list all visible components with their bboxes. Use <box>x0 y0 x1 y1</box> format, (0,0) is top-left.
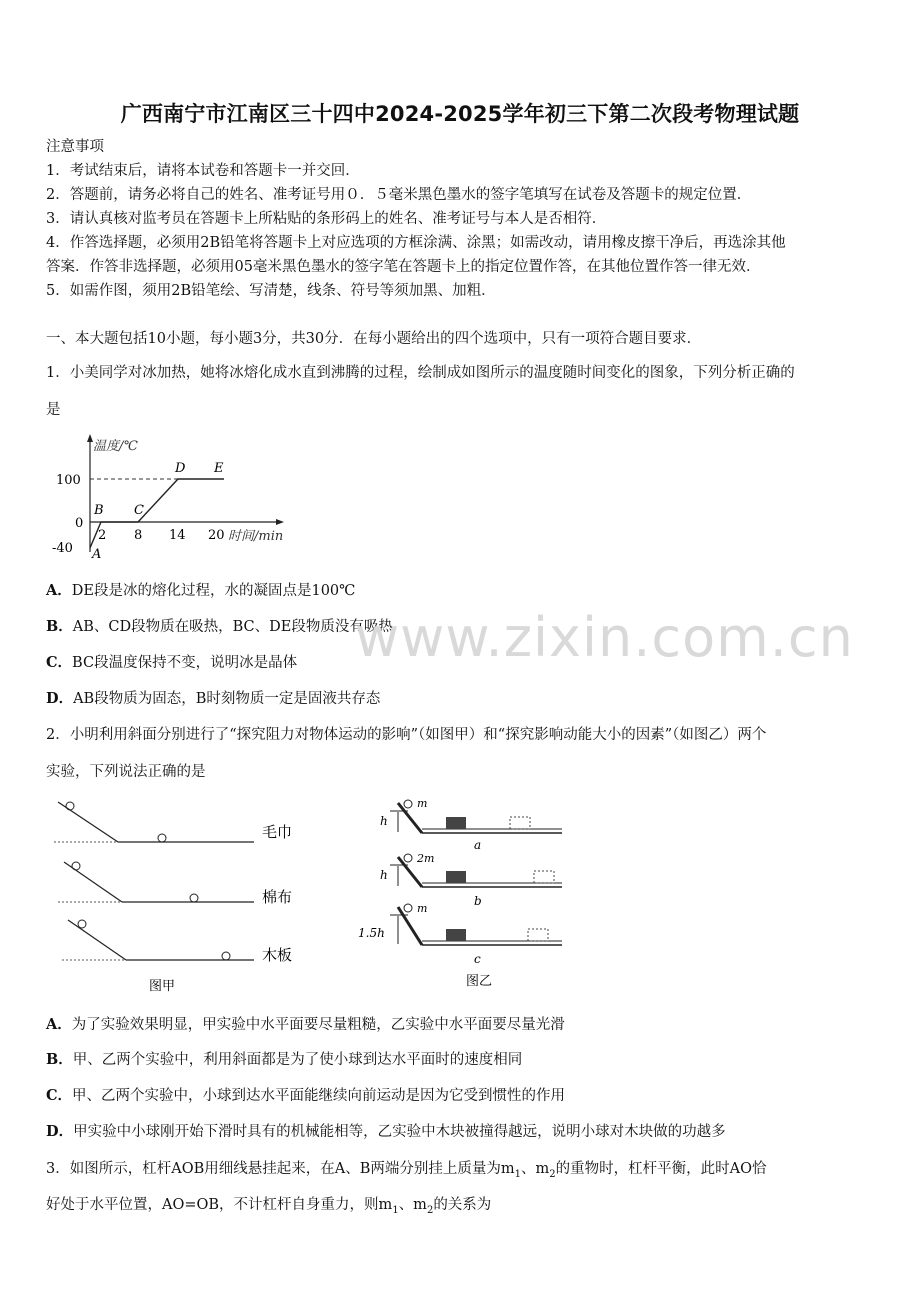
section-heading: 一、本大题包括10小题，每小题3分，共30分．在每小题给出的四个选项中，只有一项符合题目要求． <box>46 331 702 347</box>
temperature-time-graph <box>48 430 318 560</box>
question-1-stem-cont: 是 <box>46 402 61 418</box>
temperature-curve <box>90 479 224 548</box>
note-item: 3．请认真核对监考员在答题卡上所粘贴的条形码上的姓名、准考证号与本人是否相符． <box>46 211 607 227</box>
note-item: 5．如需作图，须用2B铅笔绘、写清楚，线条、符号等须加黑、加粗． <box>46 283 496 299</box>
point-E: E <box>214 461 224 476</box>
svg-text:b: b <box>474 894 482 908</box>
surface-cotton: 棉布 <box>262 888 293 906</box>
point-D: D <box>175 461 186 476</box>
note-item: 2．答题前，请务必将自己的姓名、准考证号用０．５毫米黑色墨水的签字笔填写在试卷及答题卡的规定位置． <box>46 187 752 203</box>
point-B: B <box>94 503 104 518</box>
watermark: www.zixin.com.cn <box>355 606 854 669</box>
caption-yi: 图乙 <box>466 974 493 989</box>
x-tick-20: 20 <box>208 528 225 543</box>
x-tick-14: 14 <box>169 528 186 543</box>
question-3-stem-cont: 好处于水平位置，AO=OB，不计杠杆自身重力，则$m_1$、$m_2$的关系为 <box>46 1197 492 1216</box>
page-title: 广西南宁市江南区三十四中2024-2025学年初三下第二次段考物理试题 <box>120 102 800 126</box>
graph-ylabel: 温度/℃ <box>93 439 138 454</box>
svg-text:a: a <box>474 838 482 852</box>
question-1-stem: 1．小美同学对冰加热，她将冰熔化成水直到沸腾的过程，绘制成如图所示的温度随时间变化的图象，下列分析正确的 <box>46 365 795 381</box>
graph-xlabel: 时间/min <box>228 529 284 544</box>
caption-jia: 图甲 <box>149 979 176 994</box>
q2-option-a: A．为了实验效果明显，甲实验中水平面要尽量粗糙，乙实验中水平面要尽量光滑 <box>46 1016 565 1033</box>
note-item: 4．作答选择题，必须用2B铅笔将答题卡上对应选项的方框涂满、涂黑；如需改动，请用橡皮擦干净后，再选涂其他 <box>46 235 786 251</box>
question-3-stem: 3．如图所示，杠杆AOB用细线悬挂起来，在A、B两端分别挂上质量为$m_1$、$m_2$的重物时，杠杆平衡，此时AO恰 <box>46 1161 767 1180</box>
figure-jia <box>54 798 314 998</box>
y-tick-minus40: -40 <box>52 541 73 556</box>
svg-text:c: c <box>474 952 481 966</box>
q1-option-d: D．AB段物质为固态，B时刻物质一定是固液共存态 <box>46 690 381 707</box>
q1-option-a: A．DE段是冰的熔化过程，水的凝固点是100℃ <box>46 582 356 599</box>
q1-option-c: C．BC段温度保持不变，说明冰是晶体 <box>46 654 298 671</box>
question-2-stem: 2．小明利用斜面分别进行了“探究阻力对物体运动的影响”（如图甲）和“探究影响动能大小的因素”（如图乙）两个 <box>46 727 767 743</box>
question-2-stem-cont: 实验，下列说法正确的是 <box>46 764 206 780</box>
note-item: 答案．作答非选择题，必须用05毫米黑色墨水的签字笔在答题卡上的指定位置作答，在其他位置作答一律无效． <box>46 259 761 275</box>
q2-option-c: C．甲、乙两个实验中，小球到达水平面能继续向前运动是因为它受到惯性的作用 <box>46 1087 566 1104</box>
q2-option-b: B．甲、乙两个实验中，利用斜面都是为了使小球到达水平面时的速度相同 <box>46 1051 523 1068</box>
figure-yi <box>350 795 570 995</box>
surface-board: 木板 <box>262 946 293 964</box>
surface-towel: 毛巾 <box>262 823 293 841</box>
svg-text:m: m <box>417 902 428 915</box>
q1-option-b: B．AB、CD段物质在吸热，BC、DE段物质没有吸热 <box>46 618 393 635</box>
q2-option-d: D．甲实验中小球刚开始下滑时具有的机械能相等，乙实验中木块被撞得越远，说明小球对木块做的功越多 <box>46 1123 726 1140</box>
note-item: 1．考试结束后，请将本试卷和答题卡一并交回． <box>46 163 360 179</box>
point-A: A <box>92 547 102 560</box>
point-C: C <box>134 503 144 518</box>
svg-text:2m: 2m <box>417 852 435 865</box>
notes-heading: 注意事项 <box>46 139 104 155</box>
svg-text:m: m <box>417 797 428 810</box>
x-tick-2: 2 <box>98 528 107 543</box>
svg-text:h: h <box>380 814 388 828</box>
y-tick-0: 0 <box>75 516 84 531</box>
svg-text:1.5h: 1.5h <box>358 926 385 940</box>
x-tick-8: 8 <box>134 528 143 543</box>
svg-text:h: h <box>380 868 388 882</box>
y-tick-100: 100 <box>56 473 81 488</box>
